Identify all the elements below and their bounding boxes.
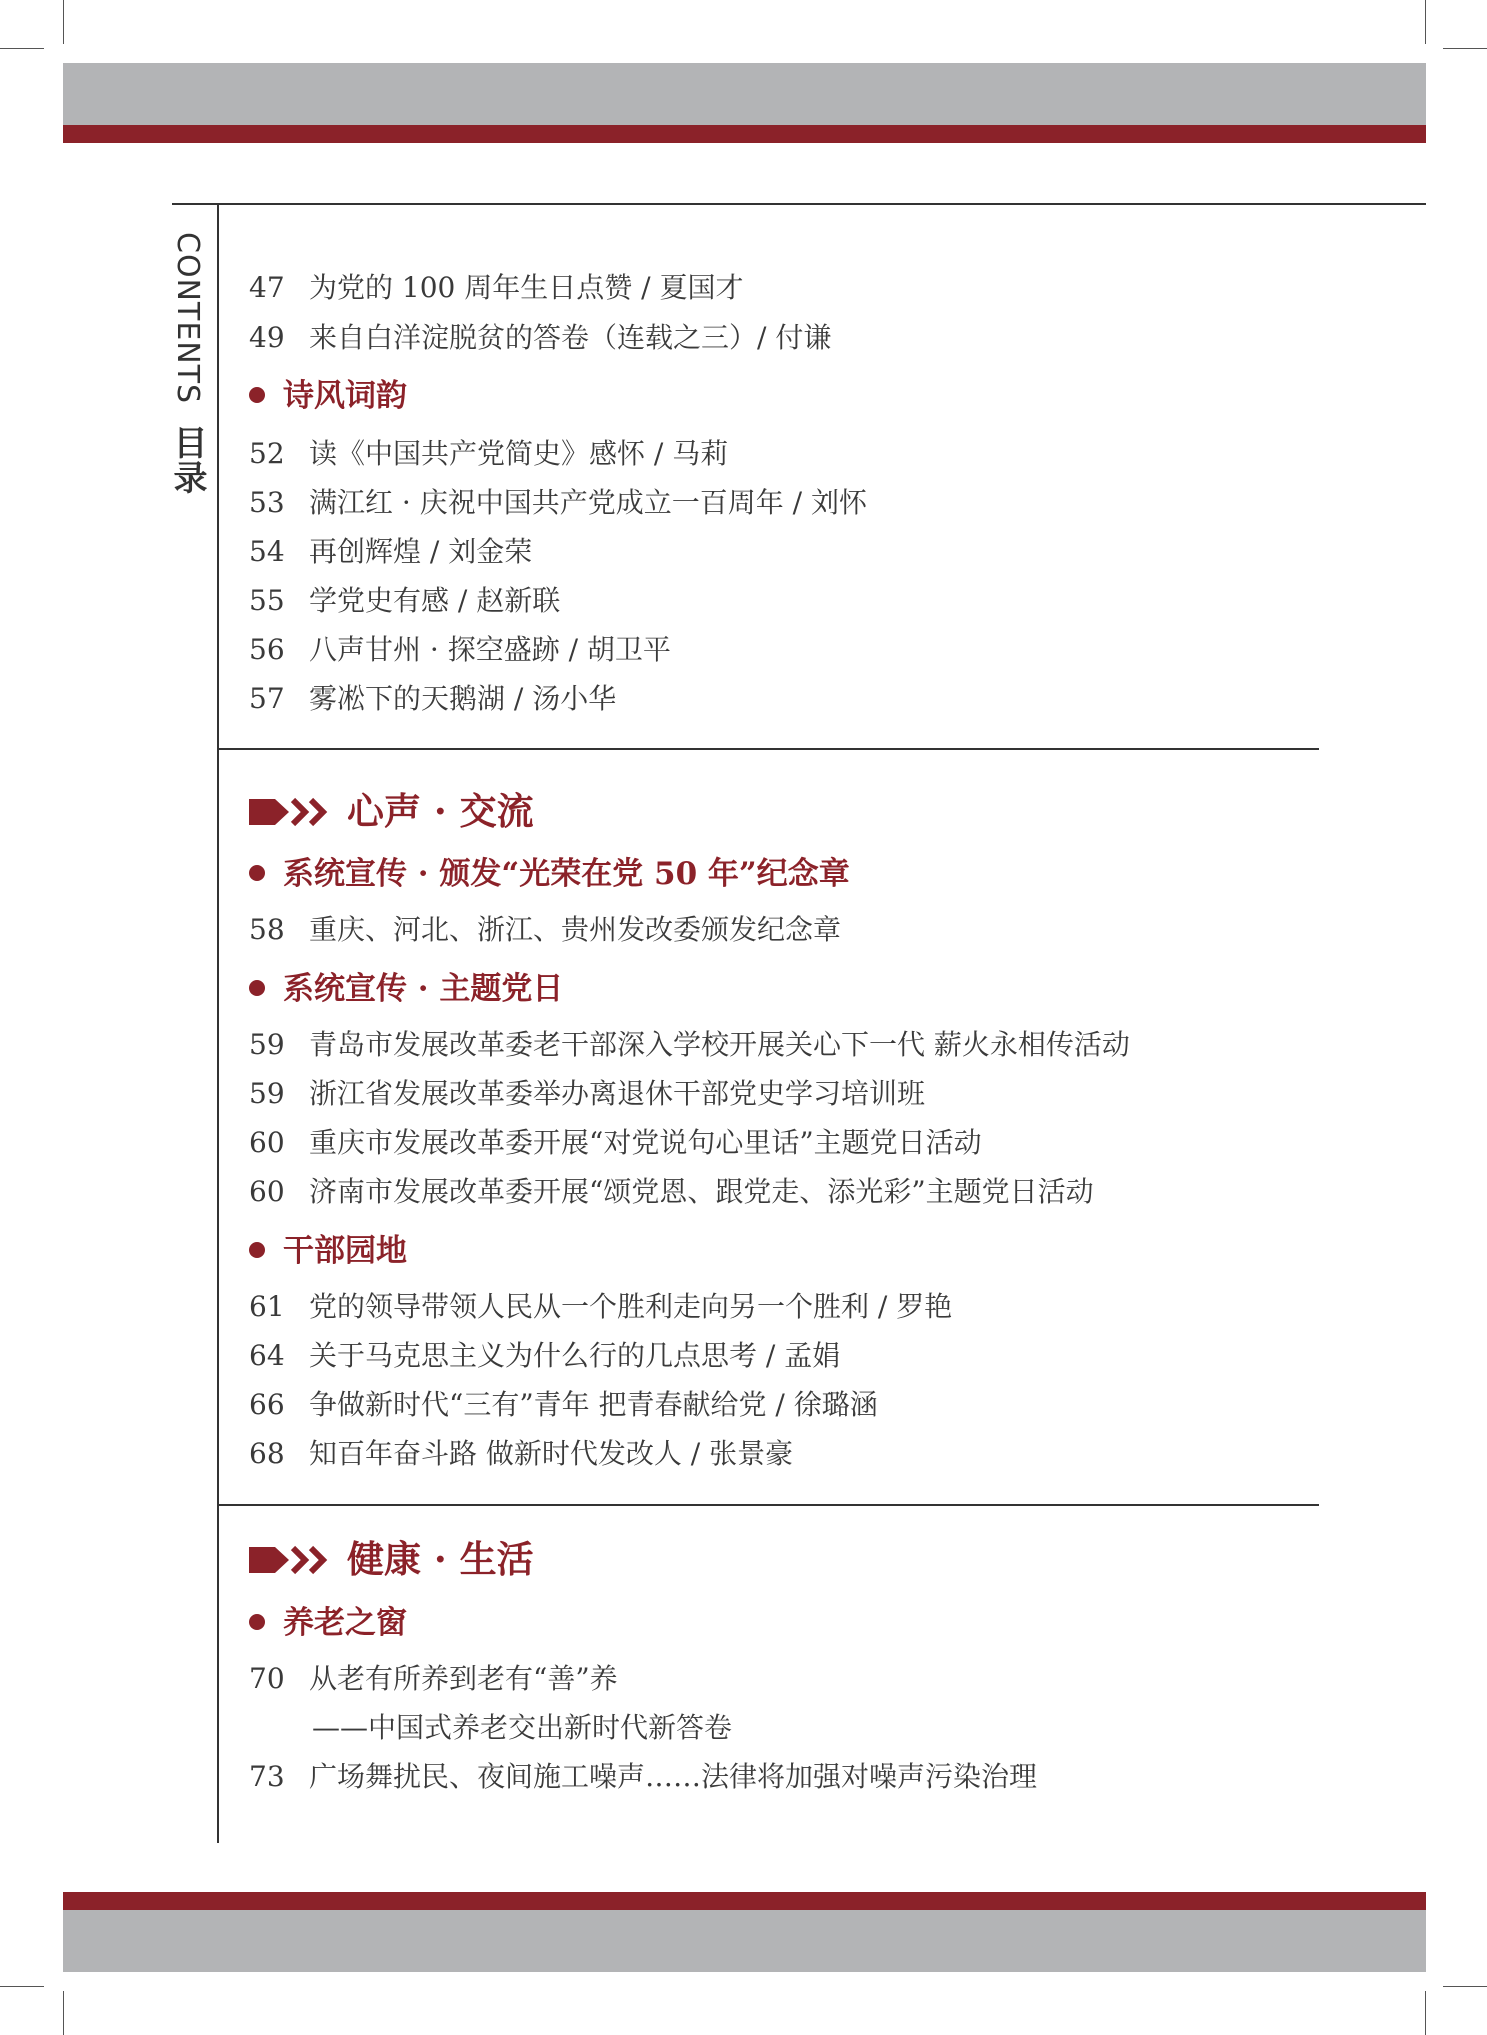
entry-title: 重庆、河北、浙江、贵州发改委颁发纪念章 [309,913,842,946]
entry-title: 满江红 · 庆祝中国共产党成立一百周年 / 刘怀 [309,486,867,519]
toc-entry [249,1025,1130,1065]
crop-mark [0,1986,44,1987]
page-number: 66 [249,1388,285,1421]
footer-red-band [63,1892,1426,1910]
section-heading-text: 健康 · 生活 [347,1537,534,1581]
page-number: 61 [249,1290,285,1323]
entry-title: 争做新时代“三有”青年 把青春献给党 / 徐璐涵 [309,1388,878,1421]
toc-entry [249,1336,840,1376]
crop-mark [0,48,44,49]
crop-mark [1425,1991,1426,2035]
entry-title: 为党的 100 周年生日点赞 / 夏国才 [309,271,744,304]
vertical-rule [217,203,219,1843]
page-number: 56 [249,633,285,666]
entry-title: 学党史有感 / 赵新联 [309,584,561,617]
toc-entry [249,1659,618,1699]
subsection-heading-text: 诗风词韵 [283,378,407,414]
header-gray-band [63,63,1426,125]
section-divider [217,748,1319,750]
subsection-heading [249,1601,407,1645]
page-number: 64 [249,1339,285,1372]
subsection-heading-text: 养老之窗 [283,1605,407,1641]
section-heading-health [249,1533,534,1585]
entry-title: 八声甘州 · 探空盛跡 / 胡卫平 [309,633,671,666]
entry-title: 青岛市发展改革委老干部深入学校开展关心下一代 薪火永相传活动 [309,1028,1130,1061]
entry-title: 党的领导带领人民从一个胜利走向另一个胜利 / 罗艳 [309,1290,953,1323]
entry-title: 关于马克思主义为什么行的几点思考 / 孟娟 [309,1339,841,1372]
red-dot-icon [249,980,265,996]
page-number: 55 [249,584,285,617]
toc-entry [249,1172,1094,1212]
contents-label-cn: 目录 [167,424,207,495]
footer-gray-band [63,1910,1426,1972]
section-heading-exchange [249,785,534,837]
subsection-heading [249,1229,407,1273]
entry-title: 重庆市发展改革委开展“对党说句心里话”主题党日活动 [309,1126,982,1159]
crop-mark [63,1991,64,2035]
page-number: 60 [249,1126,285,1159]
subsection-heading [249,967,563,1011]
entry-title: 再创辉煌 / 刘金荣 [309,535,533,568]
red-dot-icon [249,387,265,403]
entry-title: 读《中国共产党简史》感怀 / 马莉 [309,437,729,470]
page-number: 59 [249,1028,285,1061]
entry-title: 从老有所养到老有“善”养 [309,1662,618,1695]
red-dot-icon [249,1614,265,1630]
subsection-heading-text: 干部园地 [283,1233,407,1269]
toc-entry [249,1123,982,1163]
crop-mark [1425,0,1426,44]
toc-entry [249,679,616,719]
page-number: 70 [249,1662,285,1695]
red-dot-icon [249,865,265,881]
entry-title: 来自白洋淀脱贫的答卷（连载之三）/ 付谦 [309,321,832,354]
toc-entry [249,1434,793,1474]
contents-side-label [168,232,206,495]
page-number: 59 [249,1077,285,1110]
toc-entry [249,434,728,474]
toc-entry [249,1757,1037,1797]
subsection-heading [249,852,850,896]
section-heading-text: 心声 · 交流 [347,789,534,833]
entry-title: 浙江省发展改革委举办离退休干部党史学习培训班 [309,1077,926,1110]
subsection-heading-text: 系统宣传 · 颁发“光荣在党 50 年”纪念章 [283,856,850,892]
page-number: 58 [249,913,285,946]
toc-entry [249,581,560,621]
crop-mark [1443,48,1487,49]
toc-entry [249,910,841,950]
double-chevron-arrow-icon [249,1545,333,1575]
page-number: 52 [249,437,285,470]
header-red-band [63,125,1426,143]
subsection-heading-text: 系统宣传 · 主题党日 [283,971,564,1007]
entry-title: 广场舞扰民、夜间施工噪声……法律将加强对噪声污染治理 [309,1760,1038,1793]
page-number: 68 [249,1437,285,1470]
entry-title: 雾凇下的天鹅湖 / 汤小华 [309,682,617,715]
subsection-heading-poetry [249,374,407,418]
page-number: 57 [249,682,285,715]
toc-entry [249,1287,952,1327]
toc-entry [249,318,831,358]
toc-entry [249,1385,878,1425]
double-chevron-arrow-icon [249,797,333,827]
crop-mark [63,0,64,44]
crop-mark [1443,1986,1487,1987]
page-number: 73 [249,1760,285,1793]
toc-entry [249,268,743,308]
page-number: 49 [249,321,285,354]
red-dot-icon [249,1242,265,1258]
toc-entry [249,532,532,572]
top-rule [172,203,1426,205]
page-number: 54 [249,535,285,568]
section-divider [217,1504,1319,1506]
toc-entry [249,630,671,670]
contents-label-en: CONTENTS [170,232,205,405]
entry-title: 济南市发展改革委开展“颂党恩、跟党走、添光彩”主题党日活动 [309,1175,1094,1208]
toc-entry [249,483,867,523]
page-number: 47 [249,271,285,304]
page-number: 53 [249,486,285,519]
toc-entry [249,1074,925,1114]
page-number: 60 [249,1175,285,1208]
entry-subtitle: ——中国式养老交出新时代新答卷 [312,1711,733,1744]
entry-title: 知百年奋斗路 做新时代发改人 / 张景豪 [309,1437,794,1470]
